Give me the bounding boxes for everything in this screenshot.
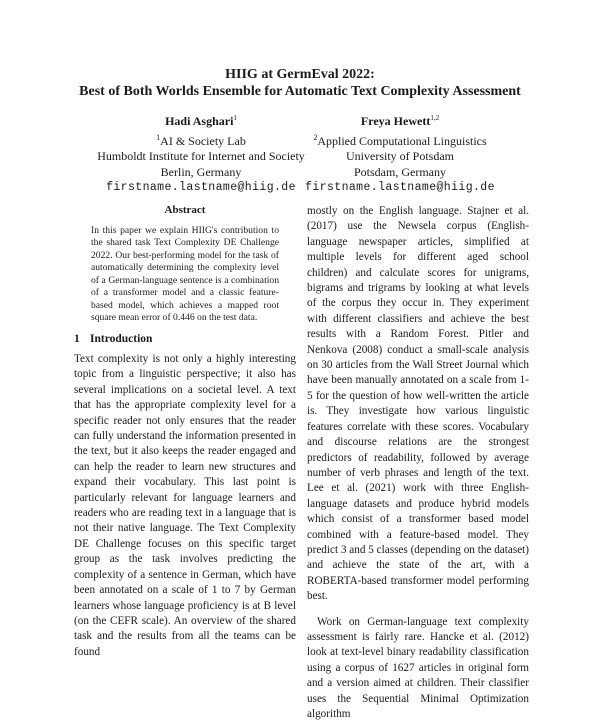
author-email[interactable]: firstname.lastname@hiig.de [106, 181, 296, 195]
affiliation-line: Humboldt Institute for Internet and Society [97, 149, 305, 164]
paper-title [0, 66, 600, 100]
related-work-paragraph-1: mostly on the English language. Stajner et al. (2017) use the Newsela corpus (English-language newspaper articles, simplified at multiple levels for different aged school children) and calculate scores for unigrams, bigrams and trigrams by looking at what levels of the corpus they occur in. They experiment with different classifiers and achieve the best results with a Random Forest. Pitler and Nenkova (2008) conduct a small-scale analysis on 30 articles from the Wall Street Journal which have been manually annotated on a scale from 1-5 for the question of how well-written the article is. They investigate how various linguistic features correlate with these scores. Vocabulary and discourse relations are the strongest predictors of readability, followed by average number of verb phrases and length of the text. Lee et al. (2021) work with three English-language datasets and produce hybrid models which consist of a transformer based model combined with a feature-based model. They predict 3 and 5 classes (depending on the dataset) and achieve the state of the art, with a ROBERTA-based transformer model performing best. [307, 205, 529, 603]
abstract [91, 204, 279, 325]
left-column-body [74, 352, 296, 660]
abstract-heading: Abstract [164, 204, 206, 216]
title-line-2: Best of Both Worlds Ensemble for Automatic Text Complexity Assessment [79, 84, 521, 99]
author-email[interactable]: firstname.lastname@hiig.de [305, 181, 495, 195]
affiliation-line: AI & Society Lab [160, 133, 246, 148]
title-line-1: HIIG at GermEval 2022: [225, 67, 375, 82]
affiliation-sup: 1 [156, 132, 161, 142]
author-name: Hadi Asghari [165, 114, 234, 128]
author-block-2 [250, 111, 550, 196]
introduction-paragraph: Text complexity is not only a highly interesting topic from a linguistic perspective; it also has several implications on a societal level. A text that has the appropriate complexity level for a specific reader not only ensures that the reader can fully understand the information presented in the text, but it also keeps the reader engaged and can help the reader to learn new structures and expand their vocabulary. This last point is particularly relevant for language learners and readers who are reading text in a language that is not their native language. The Text Complexity DE Challenge focuses on this specific target group as the task involves predicting the complexity of a sentence in German, which have been annotated on a scale of 1 to 7 by German learners whose language proficiency is at B level (on the CEFR scale). An overview of the shared task and the results from all the teams can be found [74, 353, 296, 658]
affiliation-sup: 2 [313, 132, 318, 142]
section-title: Introduction [90, 333, 153, 345]
author-sup: 1,2 [430, 114, 440, 122]
affiliation-line: University of Potsdam [346, 149, 454, 164]
affiliation-location: Potsdam, Germany [354, 164, 446, 179]
right-column-body [307, 204, 529, 722]
section-number: 1 [74, 333, 80, 345]
abstract-text: In this paper we explain HIIG's contribution to the shared task Text Complexity DE Challenge 2022. Our best-performing model for the task of automatically determining the complexity level of a German-language sentence is a combination of a transformer model and a classic feature-based model, which achieves a mapped root square mean error of 0.446 on the test data. [91, 224, 279, 323]
author-sup: 1 [233, 114, 237, 122]
author-name: Freya Hewett [360, 114, 431, 128]
affiliation-location: Berlin, Germany [160, 164, 242, 179]
affiliation-line: Applied Computational Linguistics [317, 133, 487, 148]
section-heading-introduction [74, 333, 294, 345]
related-work-paragraph-2: Work on German-language text complexity assessment is fairly rare. Hancke et al. (2012) look at text-level binary readability classification using a corpus of 1627 articles in original form and a version aimed at children. Their classifier uses the Sequential Minimal Optimization algorithm [307, 615, 529, 720]
